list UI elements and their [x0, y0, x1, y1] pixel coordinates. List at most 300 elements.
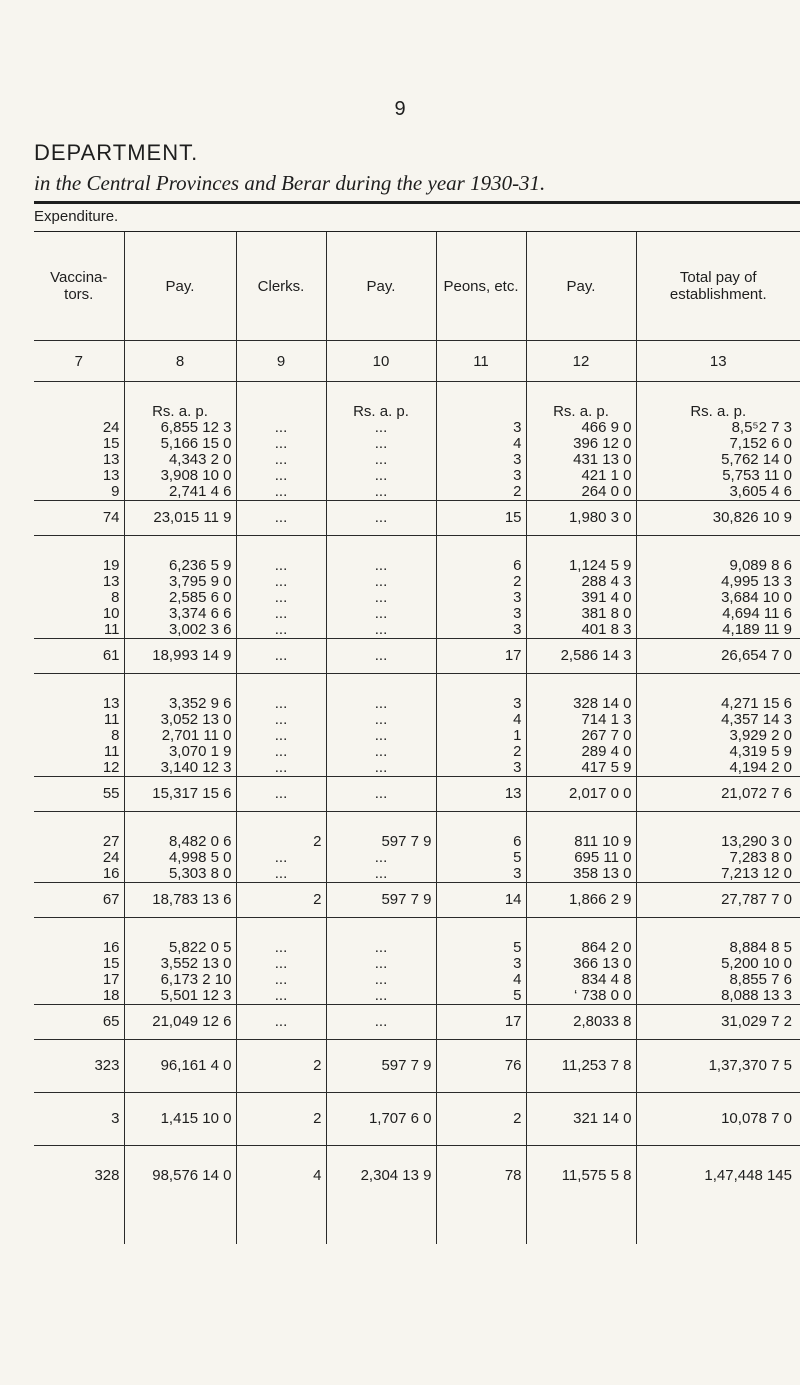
table-cell: 2: [436, 574, 526, 590]
table-cell: ...: [236, 728, 326, 744]
table-cell: ...: [326, 574, 436, 590]
table-cell: 8: [111, 727, 120, 744]
table-cell: 6,173 2 10: [124, 972, 236, 988]
table-cell: 4,319 5 9: [636, 744, 800, 760]
table-cell: 9: [111, 483, 120, 500]
table-cell: ...: [326, 744, 436, 760]
table-cell: 7,213 12 0: [636, 866, 800, 883]
table-cell: ...: [326, 728, 436, 744]
table-cell: 8: [111, 589, 120, 606]
table-cell: ...: [236, 744, 326, 760]
table-cell: ...: [236, 484, 326, 501]
spacer-cell: [236, 536, 326, 559]
table-cell: 4,189 11 9: [636, 622, 800, 639]
table-cell: 2,701 11 0: [124, 728, 236, 744]
table-cell: 5: [436, 940, 526, 956]
page-subtitle: in the Central Provinces and Berar during the year 1930-31.: [34, 171, 546, 195]
table-cell: 2,586 14 3: [526, 639, 636, 674]
unit-cell: Rs. a. p.: [326, 382, 436, 421]
table-cell: 11,575 5 8: [526, 1146, 636, 1245]
table-cell: 30,826 10 9: [636, 501, 800, 536]
table-cell: 19: [102, 557, 120, 574]
spacer-cell: [34, 674, 124, 697]
table-cell: 3,552 13 0: [124, 956, 236, 972]
table-row: [34, 606, 800, 622]
spacer-cell: [236, 674, 326, 697]
table-cell: 2: [236, 1093, 326, 1146]
table-cell: 3,684 10 0: [636, 590, 800, 606]
table-row: [34, 622, 800, 639]
table-cell: 1,415 10 0: [124, 1093, 236, 1146]
table-cell: 1,707 6 0: [326, 1093, 436, 1146]
table-cell: ...: [326, 866, 436, 883]
title-rule: [34, 201, 800, 204]
table-cell: 9,089 8 6: [636, 558, 800, 574]
table-cell: 4,998 5 0: [124, 850, 236, 866]
table-cell: 3: [436, 606, 526, 622]
column-number: 13: [636, 341, 800, 382]
spacer-cell: [636, 918, 800, 941]
table-cell: ...: [326, 777, 436, 812]
table-cell: 597 7 9: [326, 883, 436, 918]
table-cell: 3: [436, 866, 526, 883]
table-cell: 27,787 7 0: [636, 883, 800, 918]
spacer-cell: [124, 918, 236, 941]
table-cell: ...: [236, 696, 326, 712]
unit-cell: Rs. a. p.: [636, 382, 800, 421]
table-cell: 323: [34, 1040, 124, 1093]
table-cell: ...: [236, 590, 326, 606]
table-cell: 2: [436, 744, 526, 760]
table-cell: ...: [236, 436, 326, 452]
table-cell: 3,352 9 6: [124, 696, 236, 712]
table-cell: 13: [102, 467, 120, 484]
table-row: [34, 988, 800, 1005]
table-cell: 2,017 0 0: [526, 777, 636, 812]
table-cell: ...: [236, 940, 326, 956]
table-row: [34, 558, 800, 574]
table-cell: 18,993 14 9: [124, 639, 236, 674]
table-cell: 3: [436, 420, 526, 436]
column-number: 7: [34, 341, 124, 382]
table-cell: 23,015 11 9: [124, 501, 236, 536]
table-cell: ...: [326, 558, 436, 574]
page-number: 9: [394, 98, 406, 120]
table-cell: 61: [34, 639, 124, 674]
table-cell: 13: [102, 573, 120, 590]
table-cell: 15: [102, 435, 120, 452]
table-cell: 15: [436, 501, 526, 536]
table-cell: 67: [34, 883, 124, 918]
table-cell: ...: [326, 696, 436, 712]
table-cell: 8,482 0 6: [124, 834, 236, 850]
table-cell: 13,290 3 0: [636, 834, 800, 850]
table-cell: ...: [326, 468, 436, 484]
spacer-row: [34, 918, 800, 941]
table-cell: 3,605 4 6: [636, 484, 800, 501]
table-cell: 3,795 9 0: [124, 574, 236, 590]
table-cell: 2,585 6 0: [124, 590, 236, 606]
table-row: [34, 850, 800, 866]
table-cell: 4,357 14 3: [636, 712, 800, 728]
unit-cell: [34, 382, 124, 421]
column-number: 9: [236, 341, 326, 382]
table-cell: 16: [102, 939, 120, 956]
table-cell: 864 2 0: [526, 940, 636, 956]
table-cell: 834 4 8: [526, 972, 636, 988]
table-row: [34, 420, 800, 436]
table-cell: ...: [236, 501, 326, 536]
table-cell: 3,070 1 9: [124, 744, 236, 760]
table-cell: 4,343 2 0: [124, 452, 236, 468]
table-cell: 18,783 13 6: [124, 883, 236, 918]
table-cell: 3: [436, 760, 526, 777]
header-pay-peons: Pay.: [526, 232, 636, 341]
table-cell: 5,303 8 0: [124, 866, 236, 883]
spacer-cell: [636, 674, 800, 697]
spacer-cell: [436, 812, 526, 835]
header-peons: Peons, etc.: [436, 232, 526, 341]
table-row: [34, 712, 800, 728]
table-cell: ...: [236, 639, 326, 674]
table-cell: 5,166 15 0: [124, 436, 236, 452]
table-cell: 2,741 4 6: [124, 484, 236, 501]
table-cell: 31,029 7 2: [636, 1005, 800, 1040]
table-cell: ...: [326, 420, 436, 436]
table-cell: 76: [436, 1040, 526, 1093]
table-row: [34, 484, 800, 501]
spacer-cell: [526, 536, 636, 559]
spacer-cell: [34, 918, 124, 941]
table-cell: 401 8 3: [526, 622, 636, 639]
units-row: [34, 382, 800, 421]
table-cell: 288 4 3: [526, 574, 636, 590]
table-cell: 264 0 0: [526, 484, 636, 501]
table-cell: ...: [236, 850, 326, 866]
spacer-cell: [124, 674, 236, 697]
table-cell: 1,866 2 9: [526, 883, 636, 918]
grand-total-row: [34, 1146, 800, 1245]
table-cell: 811 10 9: [526, 834, 636, 850]
table-row: [34, 574, 800, 590]
table-cell: ...: [236, 760, 326, 777]
table-row: [34, 452, 800, 468]
table-cell: 328 14 0: [526, 696, 636, 712]
unit-cell: Rs. a. p.: [124, 382, 236, 421]
table-cell: 11: [103, 711, 120, 728]
table-cell: ...: [236, 558, 326, 574]
column-number: 12: [526, 341, 636, 382]
table-cell: ...: [236, 972, 326, 988]
section-label: Expenditure.: [34, 208, 119, 225]
table-cell: 78: [436, 1146, 526, 1245]
table-cell: 714 1 3: [526, 712, 636, 728]
table-cell: ...: [236, 712, 326, 728]
spacer-cell: [124, 536, 236, 559]
column-number-row: [34, 341, 800, 382]
table-cell: 6: [436, 834, 526, 850]
table-cell: ...: [326, 956, 436, 972]
table-cell: 96,161 4 0: [124, 1040, 236, 1093]
table-cell: 3: [436, 956, 526, 972]
table-cell: 2: [236, 834, 326, 850]
table-row: [34, 760, 800, 777]
table-cell: 3: [34, 1093, 124, 1146]
table-cell: 381 8 0: [526, 606, 636, 622]
table-cell: 2: [236, 1040, 326, 1093]
table-row: [34, 744, 800, 760]
table-cell: 3,374 6 6: [124, 606, 236, 622]
table-cell: 15,317 15 6: [124, 777, 236, 812]
table-cell: ...: [326, 712, 436, 728]
table-cell: 17: [436, 639, 526, 674]
subtotal-row: [34, 777, 800, 812]
spacer-cell: [436, 536, 526, 559]
summary-row: [34, 1093, 800, 1146]
header-clerks: Clerks.: [236, 232, 326, 341]
table-cell: 11: [103, 621, 120, 638]
table-cell: ...: [236, 988, 326, 1005]
table-cell: 11: [103, 743, 120, 760]
spacer-cell: [526, 674, 636, 697]
table-cell: ...: [236, 956, 326, 972]
table-cell: ...: [326, 501, 436, 536]
table-row: [34, 728, 800, 744]
table-row: [34, 590, 800, 606]
table-cell: ...: [326, 639, 436, 674]
spacer-cell: [526, 918, 636, 941]
unit-cell: [236, 382, 326, 421]
spacer-row: [34, 812, 800, 835]
table-cell: ...: [326, 452, 436, 468]
spacer-row: [34, 674, 800, 697]
spacer-cell: [326, 812, 436, 835]
table-cell: 321 14 0: [526, 1093, 636, 1146]
table-cell: 5,822 0 5: [124, 940, 236, 956]
table-cell: 16: [102, 865, 120, 882]
unit-cell: Rs. a. p.: [526, 382, 636, 421]
table-cell: 3: [436, 452, 526, 468]
table-cell: 2,304 13 9: [326, 1146, 436, 1245]
table-cell: 7,283 8 0: [636, 850, 800, 866]
table-cell: 2: [236, 883, 326, 918]
spacer-cell: [436, 918, 526, 941]
spacer-cell: [326, 536, 436, 559]
table-cell: 15: [102, 955, 120, 972]
table-cell: 5,753 11 0: [636, 468, 800, 484]
table-cell: ...: [326, 484, 436, 501]
table-cell: 11,253 7 8: [526, 1040, 636, 1093]
table-cell: 98,576 14 0: [124, 1146, 236, 1245]
spacer-cell: [526, 812, 636, 835]
table-cell: ...: [326, 988, 436, 1005]
table-cell: ...: [326, 436, 436, 452]
table-cell: ...: [326, 622, 436, 639]
table-cell: ...: [236, 622, 326, 639]
table-cell: 597 7 9: [326, 834, 436, 850]
column-number: 11: [436, 341, 526, 382]
table-cell: 396 12 0: [526, 436, 636, 452]
table-cell: 1: [436, 728, 526, 744]
subtotal-row: [34, 1005, 800, 1040]
table-cell: 8,5⁵2 7 3: [636, 420, 800, 436]
table-row: [34, 866, 800, 883]
header-pay-vaccinators: Pay.: [124, 232, 236, 341]
table-cell: 13: [102, 451, 120, 468]
spacer-cell: [636, 536, 800, 559]
table-cell: 13: [436, 777, 526, 812]
table-cell: 3: [436, 590, 526, 606]
subtotal-row: [34, 639, 800, 674]
table-cell: ‘ 738 0 0: [526, 988, 636, 1005]
table-cell: 2: [436, 484, 526, 501]
header-pay-clerks: Pay.: [326, 232, 436, 341]
column-number: 10: [326, 341, 436, 382]
table-cell: 1,47,448 145: [636, 1146, 800, 1245]
table-cell: ...: [236, 420, 326, 436]
table-row: [34, 972, 800, 988]
table-cell: 2,8033 8: [526, 1005, 636, 1040]
table-cell: ...: [326, 606, 436, 622]
table-cell: 431 13 0: [526, 452, 636, 468]
table-cell: 3,140 12 3: [124, 760, 236, 777]
table-row: [34, 436, 800, 452]
table-cell: 13: [102, 695, 120, 712]
table-cell: 5: [436, 988, 526, 1005]
table-cell: 21,049 12 6: [124, 1005, 236, 1040]
spacer-cell: [236, 812, 326, 835]
table-cell: 466 9 0: [526, 420, 636, 436]
table-cell: ...: [326, 972, 436, 988]
table-cell: 10,078 7 0: [636, 1093, 800, 1146]
table-cell: 6: [436, 558, 526, 574]
table-cell: 3: [436, 468, 526, 484]
table-cell: 421 1 0: [526, 468, 636, 484]
table-cell: 4,271 15 6: [636, 696, 800, 712]
table-cell: 289 4 0: [526, 744, 636, 760]
table-row: [34, 940, 800, 956]
unit-cell: [436, 382, 526, 421]
table-cell: 14: [436, 883, 526, 918]
spacer-cell: [636, 812, 800, 835]
table-cell: 65: [34, 1005, 124, 1040]
table-cell: ...: [236, 1005, 326, 1040]
spacer-cell: [34, 812, 124, 835]
table-cell: 391 4 0: [526, 590, 636, 606]
table-cell: ...: [326, 760, 436, 777]
table-cell: 21,072 7 6: [636, 777, 800, 812]
header-vaccinators: Vaccina-tors.: [50, 269, 108, 303]
spacer-cell: [236, 918, 326, 941]
table-cell: ...: [236, 468, 326, 484]
table-cell: 12: [102, 759, 120, 776]
table-cell: ...: [236, 606, 326, 622]
table-cell: ...: [326, 850, 436, 866]
table-cell: 10: [102, 605, 120, 622]
table-cell: ...: [326, 940, 436, 956]
table-cell: 4,995 13 3: [636, 574, 800, 590]
table-cell: 6,855 12 3: [124, 420, 236, 436]
table-cell: 17: [102, 971, 120, 988]
table-cell: 1,980 3 0: [526, 501, 636, 536]
spacer-cell: [326, 918, 436, 941]
table-row: [34, 696, 800, 712]
table-cell: 695 11 0: [526, 850, 636, 866]
spacer-cell: [34, 536, 124, 559]
table-cell: 1,37,370 7 5: [636, 1040, 800, 1093]
expenditure-table: [34, 232, 800, 1244]
table-row: [34, 834, 800, 850]
table-cell: ...: [236, 777, 326, 812]
table-cell: 8,884 8 5: [636, 940, 800, 956]
table-cell: 18: [102, 987, 120, 1004]
table-cell: 17: [436, 1005, 526, 1040]
spacer-row: [34, 536, 800, 559]
table-cell: ...: [326, 590, 436, 606]
table-cell: 3,908 10 0: [124, 468, 236, 484]
table-cell: 6,236 5 9: [124, 558, 236, 574]
table-cell: 3,929 2 0: [636, 728, 800, 744]
table-cell: 4,694 11 6: [636, 606, 800, 622]
table-cell: 328: [94, 1167, 120, 1184]
table-cell: 8,088 13 3: [636, 988, 800, 1005]
table-cell: 24: [102, 849, 120, 866]
table-cell: ...: [236, 574, 326, 590]
table-cell: 4: [436, 712, 526, 728]
table-cell: 4: [436, 972, 526, 988]
table-cell: 7,152 6 0: [636, 436, 800, 452]
table-cell: 4: [236, 1146, 326, 1245]
spacer-cell: [436, 674, 526, 697]
table-cell: 366 13 0: [526, 956, 636, 972]
table-cell: ...: [236, 452, 326, 468]
table-row: [34, 956, 800, 972]
table-cell: 358 13 0: [526, 866, 636, 883]
spacer-cell: [124, 812, 236, 835]
table-cell: 597 7 9: [326, 1040, 436, 1093]
table-cell: 74: [34, 501, 124, 536]
table-cell: 5,762 14 0: [636, 452, 800, 468]
table-cell: 5,200 10 0: [636, 956, 800, 972]
table-cell: 3,052 13 0: [124, 712, 236, 728]
table-cell: 5: [436, 850, 526, 866]
subtotal-row: [34, 883, 800, 918]
table-cell: 5,501 12 3: [124, 988, 236, 1005]
table-cell: 24: [102, 419, 120, 436]
table-row: [34, 468, 800, 484]
table-cell: 3: [436, 696, 526, 712]
table-cell: 3: [436, 622, 526, 639]
spacer-cell: [326, 674, 436, 697]
summary-row: [34, 1040, 800, 1093]
header-total-pay: Total pay of establishment.: [636, 232, 800, 341]
header-row: [34, 232, 800, 341]
column-number: 8: [124, 341, 236, 382]
table-cell: 55: [34, 777, 124, 812]
subtotal-row: [34, 501, 800, 536]
table-cell: 8,855 7 6: [636, 972, 800, 988]
table-cell: ...: [236, 866, 326, 883]
table-cell: ...: [326, 1005, 436, 1040]
table-cell: 1,124 5 9: [526, 558, 636, 574]
table-cell: 2: [436, 1093, 526, 1146]
table-cell: 3,002 3 6: [124, 622, 236, 639]
table-cell: 4: [436, 436, 526, 452]
table-cell: 26,654 7 0: [636, 639, 800, 674]
table-cell: 4,194 2 0: [636, 760, 800, 777]
page-title: DEPARTMENT.: [34, 140, 199, 165]
table-cell: 267 7 0: [526, 728, 636, 744]
